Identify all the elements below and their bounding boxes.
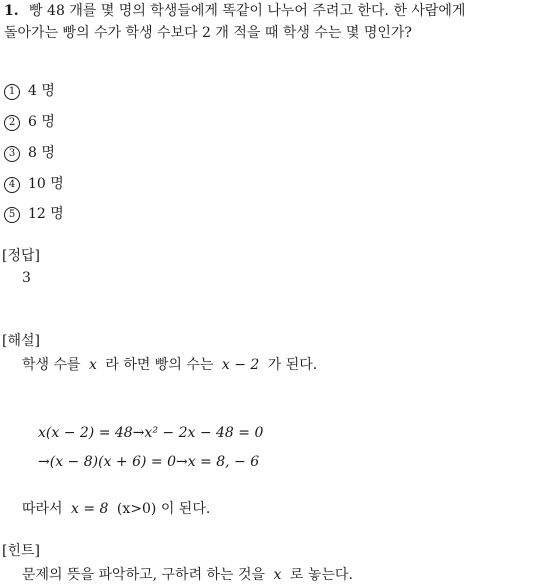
choice-1[interactable] [4, 80, 55, 100]
explanation-text: 가 된다. [267, 357, 318, 373]
choice-text: 6 명 [28, 114, 55, 130]
question-line-2: 돌아가는 빵의 수가 학생 수보다 2 개 적을 때 학생 수는 몇 명인가? [4, 25, 412, 41]
choice-text: 10 명 [28, 176, 64, 192]
choice-marker: 1 [4, 84, 20, 100]
choice-4[interactable] [4, 173, 64, 193]
explanation-text: 학생 수를 [22, 357, 81, 373]
hint-label: [힌트] [2, 543, 40, 559]
conclusion-text: (x>0) 이 된다. [116, 501, 211, 517]
equation-2: →(x − 8)(x + 6) = 0→x = 8, − 6 [38, 454, 260, 470]
answer-value: 3 [22, 270, 31, 286]
hint-text-b: 로 놓는다. [289, 567, 353, 583]
explanation-label: [해설] [2, 333, 40, 349]
answer-label: [정답] [2, 248, 40, 264]
explanation-line-1 [22, 354, 317, 374]
choice-2[interactable] [4, 111, 55, 131]
variable-x: x [89, 357, 97, 373]
equation-1: x(x − 2) = 48→x² − 2x − 48 = 0 [38, 425, 264, 441]
question-text-1: 빵 48 개를 몇 명의 학생들에게 똑같이 나누어 주려고 한다. 한 사람에게 [29, 3, 466, 19]
expression: x − 2 [221, 357, 260, 373]
explanation-conclusion [22, 498, 210, 518]
conclusion-text: 따라서 [22, 501, 63, 517]
hint-text-a: 문제의 뜻을 파악하고, 구하려 하는 것을 [22, 567, 266, 583]
explanation-text: 라 하면 빵의 수는 [105, 357, 214, 373]
question-number: 1. [4, 3, 19, 19]
choice-marker: 5 [4, 207, 20, 223]
choice-text: 12 명 [28, 206, 64, 222]
choice-text: 4 명 [28, 83, 55, 99]
conclusion-expression: x = 8 [71, 501, 109, 517]
variable-x: x [273, 567, 282, 583]
choice-3[interactable] [4, 142, 55, 162]
question-line-1 [4, 0, 465, 20]
choice-text: 8 명 [28, 145, 55, 161]
choice-marker: 3 [4, 146, 20, 162]
choice-marker: 2 [4, 115, 20, 131]
choice-marker: 4 [4, 177, 20, 193]
hint-text [22, 564, 353, 584]
choice-5[interactable] [4, 203, 64, 223]
